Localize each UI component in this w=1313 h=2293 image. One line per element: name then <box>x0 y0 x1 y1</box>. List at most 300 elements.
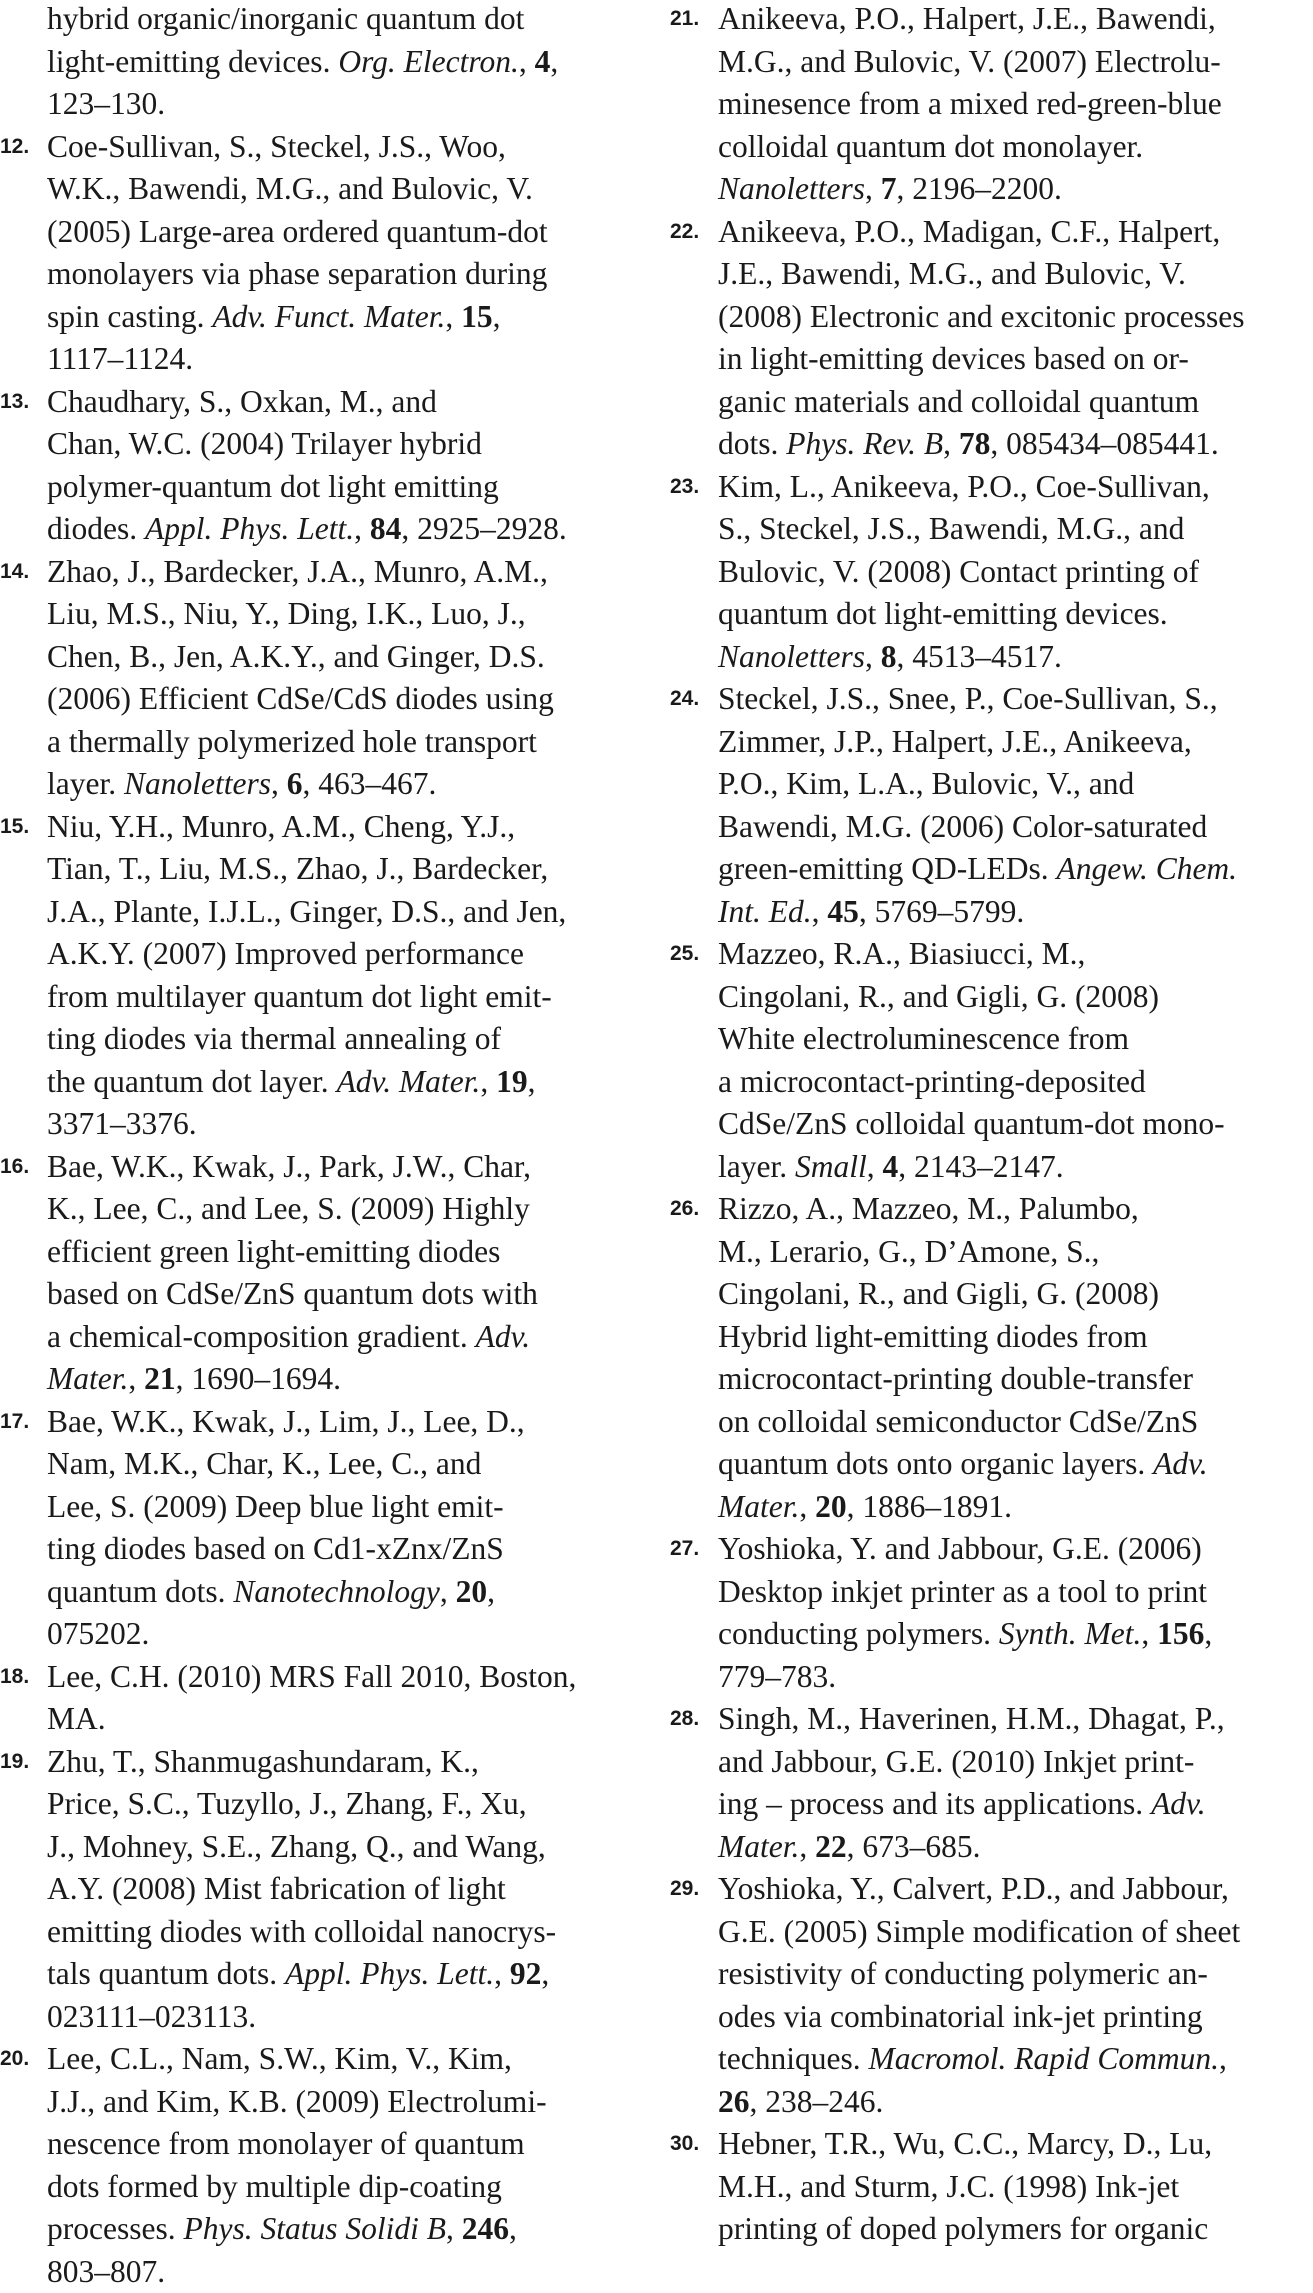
reference-line <box>47 423 482 465</box>
reference-line <box>718 551 1199 593</box>
reference-line <box>47 466 499 508</box>
reference-text: a microcontact-printing-deposited <box>718 1063 1146 1099</box>
journal-name: Mater. <box>47 1361 129 1396</box>
reference-line <box>47 0 524 40</box>
reference-text: layer. <box>47 766 124 801</box>
reference-text: 075202. <box>47 1616 150 1651</box>
reference-text: J.J., and Kim, K.B. (2009) Electrolumi- <box>47 2083 547 2119</box>
journal-name: Phys. Rev. B <box>786 426 944 461</box>
volume-number: 6 <box>286 766 303 801</box>
volume-number: 45 <box>827 893 859 929</box>
reference-line <box>718 466 1210 508</box>
reference-text: , <box>866 1148 883 1184</box>
journal-name: Int. Ed. <box>718 893 812 929</box>
journal-name: Mater. <box>718 1828 800 1864</box>
reference-line <box>718 806 1207 848</box>
reference-number: 16. <box>0 1154 30 1178</box>
reference-line <box>718 508 1184 550</box>
reference-number: 24. <box>670 687 700 710</box>
reference-text: Lee, C.L., Nam, S.W., Kim, V., Kim, <box>47 2041 512 2076</box>
reference-line <box>718 848 1237 890</box>
reference-line <box>718 1486 1012 1528</box>
reference-text: diodes. <box>47 511 145 546</box>
reference-text: S., Steckel, J.S., Bawendi, M.G., and <box>718 511 1185 546</box>
reference-number: 25. <box>670 942 700 965</box>
reference-text: J.E., Bawendi, M.G., and Bulovic, V. <box>718 256 1186 291</box>
reference-text: Desktop inkjet printer as a tool to print <box>718 1573 1208 1609</box>
reference-line <box>718 933 1085 975</box>
reference-line <box>47 1698 106 1740</box>
reference-line <box>47 1443 481 1485</box>
reference-line <box>718 1443 1208 1485</box>
reference-text: on colloidal semiconductor CdSe/ZnS <box>718 1403 1199 1439</box>
journal-name: Org. Electron. <box>338 43 519 79</box>
reference-number: 23. <box>670 474 700 498</box>
reference-text: , <box>943 426 959 461</box>
reference-line <box>47 551 548 593</box>
volume-number: 84 <box>369 511 402 546</box>
volume-number: 4 <box>534 43 551 79</box>
reference-line <box>47 976 552 1018</box>
reference-line <box>47 1146 531 1188</box>
reference-number: 26. <box>670 1197 700 1220</box>
reference-text: MA. <box>47 1701 106 1736</box>
reference-text: Bulovic, V. (2008) Contact printing of <box>718 553 1199 589</box>
reference-line <box>718 338 1189 380</box>
reference-text: 3371–3376. <box>47 1106 197 1141</box>
volume-number: 26 <box>718 2083 750 2119</box>
reference-text: M.H., and Sturm, J.C. (1998) Ink-jet <box>718 2168 1180 2204</box>
reference-text: , <box>865 171 881 206</box>
reference-text: A.K.Y. (2007) Improved performance <box>47 936 525 971</box>
reference-text: , 463–467. <box>302 766 437 801</box>
reference-text: Cingolani, R., and Gigli, G. (2008) <box>718 1276 1159 1311</box>
reference-line <box>47 848 548 890</box>
reference-text: Cingolani, R., and Gigli, G. (2008) <box>718 978 1159 1014</box>
reference-line <box>718 593 1168 635</box>
reference-text: , <box>527 1063 536 1099</box>
reference-text: Price, S.C., Tuzyllo, J., Zhang, F., Xu, <box>47 1786 527 1821</box>
reference-line <box>47 2251 165 2293</box>
reference-text: , <box>1219 2041 1227 2076</box>
reference-line <box>718 1188 1139 1230</box>
reference-text: quantum dots. <box>47 1573 234 1609</box>
reference-text: , 2143–2147. <box>898 1148 1064 1184</box>
reference-text: ing – process and its applications. <box>718 1786 1152 1821</box>
reference-text: (2006) Efficient CdSe/CdS diodes using <box>47 681 554 716</box>
reference-text: Yoshioka, Y., Calvert, P.D., and Jabbour, <box>718 1871 1229 1906</box>
journal-name: Nanoletters <box>123 766 271 801</box>
reference-text: Kim, L., Anikeeva, P.O., Coe-Sullivan, <box>718 468 1210 504</box>
reference-text: K., Lee, C., and Lee, S. (2009) Highly <box>47 1191 530 1226</box>
reference-number: 13. <box>0 389 30 413</box>
reference-line <box>718 2081 883 2123</box>
reference-text: Anikeeva, P.O., Halpert, J.E., Bawendi, <box>718 1 1216 36</box>
reference-text: Nam, M.K., Char, K., Lee, C., and <box>47 1446 482 1481</box>
reference-line <box>47 593 526 635</box>
reference-text: , <box>865 638 881 674</box>
reference-line <box>718 721 1192 763</box>
reference-text: monolayers via phase separation during <box>47 256 548 291</box>
reference-text: Singh, M., Haverinen, H.M., Dhagat, P., <box>718 1701 1225 1736</box>
reference-text: , <box>445 2211 462 2246</box>
reference-text: , <box>1141 1616 1158 1651</box>
reference-text: Zhu, T., Shanmugashundaram, K., <box>47 1743 479 1779</box>
reference-line <box>718 1613 1212 1655</box>
reference-text: light-emitting devices. <box>47 43 339 79</box>
reference-text: Bae, W.K., Kwak, J., Park, J.W., Char, <box>47 1148 532 1184</box>
reference-line <box>47 1103 197 1145</box>
journal-name: Synth. Met. <box>998 1616 1142 1651</box>
reference-text: Niu, Y.H., Munro, A.M., Cheng, Y.J., <box>47 808 516 844</box>
reference-line <box>47 1018 501 1060</box>
reference-text: , 1690–1694. <box>175 1361 341 1396</box>
reference-line <box>47 338 193 380</box>
reference-line <box>718 1358 1193 1400</box>
reference-number: 19. <box>0 1749 30 1773</box>
reference-line <box>718 1401 1198 1443</box>
reference-line <box>47 253 547 295</box>
reference-line <box>47 1911 556 1953</box>
reference-text: Steckel, J.S., Snee, P., Coe-Sullivan, S., <box>718 681 1218 716</box>
reference-line <box>47 1613 149 1655</box>
reference-text: , <box>487 1573 495 1609</box>
reference-line <box>718 2123 1212 2165</box>
reference-line <box>718 1103 1225 1145</box>
reference-line <box>47 1231 500 1273</box>
reference-text: J.A., Plante, I.J.L., Ginger, D.S., and Jen, <box>47 893 567 929</box>
reference-text: Hebner, T.R., Wu, C.C., Marcy, D., Lu, <box>718 2126 1213 2161</box>
reference-line <box>718 891 1024 933</box>
reference-text: A.Y. (2008) Mist fabrication of light <box>47 1871 506 1906</box>
reference-line <box>47 806 515 848</box>
reference-text: minesence from a mixed red-green-blue <box>718 86 1222 121</box>
reference-text: quantum dot light-emitting devices. <box>718 596 1168 631</box>
reference-text: , 673–685. <box>846 1828 981 1864</box>
reference-text: 023111–023113. <box>47 1998 257 2034</box>
reference-line <box>718 1231 1099 1273</box>
reference-text: Anikeeva, P.O., Madigan, C.F., Halpert, <box>718 213 1221 249</box>
reference-line <box>47 1826 546 1868</box>
journal-name: Angew. Chem. <box>1056 851 1238 886</box>
reference-line <box>47 1953 549 1995</box>
journal-name: Appl. Phys. Lett. <box>285 1956 495 1991</box>
reference-line <box>718 1146 1064 1188</box>
volume-number: 15 <box>461 298 493 334</box>
reference-text: in light-emitting devices based on or- <box>718 341 1189 376</box>
reference-number: 18. <box>0 1664 30 1688</box>
reference-text: , 2925–2928. <box>401 511 567 546</box>
reference-text: Rizzo, A., Mazzeo, M., Palumbo, <box>718 1191 1139 1226</box>
reference-text: , <box>128 1361 145 1396</box>
reference-text: (2008) Electronic and excitonic processes <box>718 298 1245 334</box>
reference-line <box>47 1996 256 2038</box>
reference-text: , <box>492 298 501 334</box>
volume-number: 20 <box>455 1573 488 1609</box>
reference-line <box>718 1316 1148 1358</box>
volume-number: 78 <box>958 426 991 461</box>
journal-name: Small <box>794 1148 867 1184</box>
reference-line <box>718 1273 1159 1315</box>
journal-name: Phys. Status Solidi B <box>183 2211 446 2246</box>
reference-number: 20. <box>0 2047 30 2070</box>
reference-line <box>718 1061 1146 1103</box>
volume-number: 20 <box>815 1488 847 1524</box>
reference-line <box>47 2123 525 2165</box>
reference-text: ting diodes via thermal annealing of <box>47 1021 501 1056</box>
reference-number: 12. <box>0 134 30 158</box>
reference-text: a chemical-composition gradient. <box>47 1318 476 1354</box>
reference-line <box>47 678 554 720</box>
reference-text: 803–807. <box>47 2253 166 2289</box>
reference-line <box>47 83 165 125</box>
reference-line <box>47 296 500 338</box>
reference-line <box>47 1528 504 1570</box>
reference-line <box>47 2038 512 2080</box>
reference-line <box>47 1868 506 1910</box>
reference-text: M.G., and Bulovic, V. (2007) Electrolu- <box>718 43 1221 79</box>
reference-text: conducting polymers. <box>718 1616 999 1651</box>
reference-text: ting diodes based on Cd1-xZnx/ZnS <box>47 1531 504 1566</box>
reference-text: emitting diodes with colloidal nanocrys- <box>47 1913 557 1949</box>
reference-text: , 5769–5799. <box>858 893 1025 929</box>
reference-line <box>718 1953 1208 1995</box>
reference-line <box>718 1528 1202 1570</box>
reference-line <box>47 1486 504 1528</box>
reference-number: 22. <box>670 219 700 243</box>
reference-line <box>47 1656 576 1698</box>
reference-text: tals quantum dots. <box>47 1956 285 1991</box>
reference-text: nescence from monolayer of quantum <box>47 2126 525 2161</box>
reference-line <box>718 1698 1225 1740</box>
reference-text: Hybrid light-emitting diodes from <box>718 1318 1148 1354</box>
reference-line <box>718 126 1143 168</box>
reference-text: Chen, B., Jen, A.K.Y., and Ginger, D.S. <box>47 638 545 674</box>
reference-number: 29. <box>670 1877 700 1900</box>
journal-name: Adv. <box>475 1318 531 1354</box>
reference-text: , <box>799 1828 816 1864</box>
reference-line <box>47 1358 341 1400</box>
reference-text: techniques. <box>718 2041 869 2076</box>
reference-text: printing of doped polymers for organic <box>718 2211 1209 2246</box>
reference-line <box>718 168 1062 210</box>
reference-number: 30. <box>670 2132 700 2155</box>
reference-text: 123–130. <box>47 86 166 121</box>
reference-text: polymer-quantum dot light emitting <box>47 468 499 504</box>
reference-text: G.E. (2005) Simple modification of sheet <box>718 1913 1241 1949</box>
reference-text: W.K., Bawendi, M.G., and Bulovic, V. <box>47 171 533 206</box>
reference-line <box>47 2081 547 2123</box>
reference-text: ganic materials and colloidal quantum <box>718 383 1200 419</box>
reference-text: Zhao, J., Bardecker, J.A., Munro, A.M., <box>47 553 548 589</box>
reference-line <box>718 253 1186 295</box>
reference-text: Bae, W.K., Kwak, J., Lim, J., Lee, D., <box>47 1403 525 1439</box>
reference-text: CdSe/ZnS colloidal quantum-dot mono- <box>718 1106 1225 1141</box>
reference-text: Zimmer, J.P., Halpert, J.E., Anikeeva, <box>718 723 1192 759</box>
reference-number: 14. <box>0 559 30 583</box>
reference-text: , <box>811 893 828 929</box>
reference-line <box>47 126 506 168</box>
reference-text: Tian, T., Liu, M.S., Zhao, J., Bardecker, <box>47 851 549 886</box>
reference-text: quantum dots onto organic layers. <box>718 1446 1154 1481</box>
reference-line <box>47 2208 517 2250</box>
volume-number: 7 <box>880 171 897 206</box>
reference-text: , <box>518 43 535 79</box>
reference-line <box>718 1741 1194 1783</box>
reference-line <box>718 1018 1129 1060</box>
reference-line <box>718 763 1134 805</box>
reference-line <box>718 1826 981 1868</box>
reference-line <box>47 41 558 83</box>
reference-text: , 238–246. <box>749 2083 884 2119</box>
reference-line <box>718 2038 1227 2080</box>
reference-line <box>718 1783 1206 1825</box>
reference-text: , <box>270 766 287 801</box>
reference-line <box>47 168 533 210</box>
reference-text: P.O., Kim, L.A., Bulovic, V., and <box>718 766 1135 801</box>
reference-text: dots formed by multiple dip-coating <box>47 2168 502 2204</box>
reference-line <box>47 891 566 933</box>
reference-line <box>47 211 548 253</box>
reference-text: Chaudhary, S., Oxkan, M., and <box>47 383 437 419</box>
volume-number: 22 <box>815 1828 847 1864</box>
reference-line <box>718 976 1159 1018</box>
reference-line <box>718 636 1062 678</box>
reference-text: , 2196–2200. <box>896 171 1062 206</box>
reference-text: the quantum dot layer. <box>47 1063 337 1099</box>
reference-text: , <box>541 1956 550 1991</box>
reference-text: (2005) Large-area ordered quantum-dot <box>47 213 548 249</box>
reference-text: microcontact-printing double-transfer <box>718 1361 1193 1396</box>
reference-text: efficient green light-emitting diodes <box>47 1233 501 1269</box>
reference-line <box>718 1571 1207 1613</box>
reference-text: 779–783. <box>718 1658 837 1694</box>
reference-text: Coe-Sullivan, S., Steckel, J.S., Woo, <box>47 128 506 164</box>
reference-line <box>718 1656 836 1698</box>
volume-number: 8 <box>880 638 897 674</box>
reference-text: , 1886–1891. <box>846 1488 1012 1524</box>
reference-line <box>718 1911 1240 1953</box>
reference-line <box>718 1868 1229 1910</box>
reference-text: , <box>494 1956 510 1991</box>
volume-number: 246 <box>461 2211 509 2246</box>
reference-line <box>718 296 1245 338</box>
reference-line <box>47 508 567 550</box>
reference-text: , <box>1204 1616 1213 1651</box>
reference-text: Lee, S. (2009) Deep blue light emit- <box>47 1488 504 1524</box>
reference-line <box>718 83 1222 125</box>
volume-number: 156 <box>1157 1616 1205 1651</box>
reference-text: , <box>439 1573 456 1609</box>
reference-text: , 4513–4517. <box>896 638 1062 674</box>
reference-text: , 085434–085441. <box>990 426 1219 461</box>
reference-line <box>718 2166 1179 2208</box>
reference-line <box>47 381 437 423</box>
volume-number: 92 <box>509 1956 542 1991</box>
journal-name: Mater. <box>718 1488 800 1524</box>
volume-number: 21 <box>144 1361 176 1396</box>
reference-line <box>718 211 1220 253</box>
reference-text: green-emitting QD-LEDs. <box>718 851 1057 886</box>
reference-number: 17. <box>0 1409 30 1433</box>
reference-line <box>47 2166 502 2208</box>
reference-text: Bawendi, M.G. (2006) Color-saturated <box>718 808 1208 844</box>
reference-text: , <box>445 298 462 334</box>
volume-number: 4 <box>882 1148 899 1184</box>
reference-text: Lee, C.H. (2010) MRS Fall 2010, Boston, <box>47 1658 577 1694</box>
reference-text: J., Mohney, S.E., Zhang, Q., and Wang, <box>47 1828 546 1864</box>
journal-name: Adv. <box>1153 1446 1208 1481</box>
reference-line <box>47 1188 530 1230</box>
reference-line <box>47 1401 525 1443</box>
reference-text: processes. <box>47 2211 184 2246</box>
reference-line <box>47 1273 538 1315</box>
reference-text: Yoshioka, Y. and Jabbour, G.E. (2006) <box>718 1531 1202 1566</box>
reference-text: based on CdSe/ZnS quantum dots with <box>47 1276 538 1311</box>
reference-text: , <box>354 511 370 546</box>
journal-name: Appl. Phys. Lett. <box>145 511 355 546</box>
reference-text: Liu, M.S., Niu, Y., Ding, I.K., Luo, J., <box>47 596 526 631</box>
reference-number: 15. <box>0 814 30 838</box>
reference-text: resistivity of conducting polymeric an- <box>718 1956 1208 1991</box>
reference-text: Mazzeo, R.A., Biasiucci, M., <box>718 936 1086 971</box>
reference-line <box>47 636 545 678</box>
reference-text: colloidal quantum dot monolayer. <box>718 128 1144 164</box>
journal-name: Nanotechnology <box>233 1573 440 1609</box>
reference-number: 21. <box>670 7 700 30</box>
reference-text: from multilayer quantum dot light emit- <box>47 978 552 1014</box>
reference-text: Chan, W.C. (2004) Trilayer hybrid <box>47 426 482 461</box>
reference-text: a thermally polymerized hole transport <box>47 723 537 759</box>
reference-text: , <box>508 2211 517 2246</box>
journal-name: Adv. Mater. <box>336 1063 481 1099</box>
reference-line <box>718 381 1199 423</box>
reference-text: M., Lerario, G., D’Amone, S., <box>718 1233 1100 1269</box>
reference-line <box>47 763 436 805</box>
journal-name: Nanoletters <box>718 638 865 674</box>
reference-text: layer. <box>718 1148 795 1184</box>
reference-line <box>47 933 524 975</box>
volume-number: 19 <box>496 1063 528 1099</box>
reference-line <box>718 0 1216 40</box>
reference-line <box>718 423 1219 465</box>
reference-line <box>47 1571 495 1613</box>
reference-line <box>47 1783 527 1825</box>
reference-text: dots. <box>718 426 787 461</box>
journal-name: Nanoletters <box>718 171 865 206</box>
journal-name: Macromol. Rapid Commun. <box>868 2041 1220 2076</box>
reference-line <box>47 1061 535 1103</box>
reference-number: 28. <box>670 1707 700 1730</box>
reference-text: odes via combinatorial ink-jet printing <box>718 1998 1203 2034</box>
reference-number: 27. <box>670 1537 700 1560</box>
reference-line <box>47 1741 479 1783</box>
reference-line <box>47 1316 530 1358</box>
reference-text: White electroluminescence from <box>718 1021 1130 1056</box>
reference-text: and Jabbour, G.E. (2010) Inkjet print- <box>718 1743 1195 1779</box>
reference-line <box>718 1996 1203 2038</box>
reference-line <box>718 41 1221 83</box>
reference-line <box>718 2208 1208 2250</box>
reference-text: hybrid organic/inorganic quantum dot <box>47 1 525 36</box>
reference-text: spin casting. <box>47 298 213 334</box>
reference-text: , <box>550 43 559 79</box>
journal-name: Adv. Funct. Mater. <box>212 298 446 334</box>
reference-line <box>718 678 1218 720</box>
journal-name: Adv. <box>1151 1786 1206 1821</box>
reference-line <box>47 721 537 763</box>
reference-text: , <box>480 1063 497 1099</box>
